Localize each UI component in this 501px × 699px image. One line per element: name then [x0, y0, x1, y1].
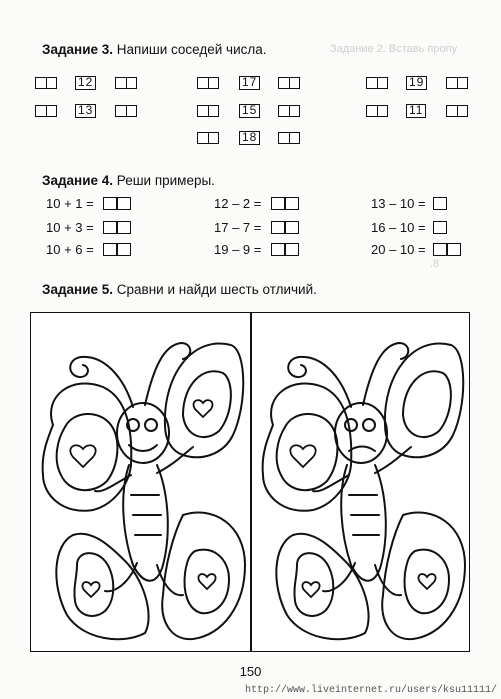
- task5-label: Задание 5.: [42, 282, 114, 297]
- task3-heading: [42, 42, 267, 57]
- answer-box[interactable]: [284, 221, 286, 234]
- neighbor-number: 19: [409, 75, 425, 89]
- answer-box[interactable]: [126, 105, 137, 117]
- example: 16 – 10 =: [371, 220, 426, 235]
- answer-box[interactable]: [116, 197, 118, 210]
- number-box: [406, 104, 426, 118]
- answer-box[interactable]: [116, 221, 118, 234]
- watermark-url: http://www.liveinternet.ru/users/ksu11111/: [244, 685, 497, 696]
- example: 13 – 10 =: [371, 196, 426, 211]
- example: 17 – 7 =: [214, 220, 262, 235]
- example: 12 – 2 =: [214, 196, 262, 211]
- answer-box[interactable]: [126, 77, 137, 89]
- number-box: [406, 76, 427, 90]
- neighbor-number: 15: [242, 103, 258, 117]
- neighbor-number: 17: [242, 75, 258, 89]
- answer-box[interactable]: [116, 243, 118, 256]
- answer-box[interactable]: [208, 105, 219, 117]
- number-box: [75, 76, 96, 90]
- example: 10 + 1 =: [46, 196, 94, 211]
- neighbor-number: 13: [78, 103, 94, 117]
- answer-box[interactable]: [208, 132, 219, 144]
- task5-heading: [42, 282, 317, 297]
- number-box: [239, 131, 260, 145]
- answer-box[interactable]: [289, 105, 300, 117]
- frame-divider: [250, 313, 252, 651]
- answer-box[interactable]: [289, 77, 300, 89]
- answer-box[interactable]: [289, 132, 300, 144]
- answer-box[interactable]: [208, 77, 219, 89]
- answer-box[interactable]: [377, 105, 388, 117]
- number-box: [239, 104, 260, 118]
- answer-box[interactable]: [284, 243, 286, 256]
- answer-box[interactable]: [46, 105, 57, 117]
- task4-label: Задание 4.: [42, 173, 114, 188]
- bleed-through-text: Задание 2. Вставь пропу: [330, 43, 458, 55]
- bleed-through-text: .8: [430, 258, 440, 270]
- example: 10 + 3 =: [46, 220, 94, 235]
- neighbor-number: 18: [242, 130, 258, 144]
- answer-box[interactable]: [284, 197, 286, 210]
- butterfly-illustration-right[interactable]: [253, 315, 468, 649]
- page-number: 150: [239, 664, 262, 679]
- task5-text: Сравни и найди шесть отличий.: [116, 282, 317, 297]
- task4-text: Реши примеры.: [116, 173, 215, 188]
- example: 10 + 6 =: [46, 242, 94, 257]
- neighbor-number: 12: [78, 75, 94, 89]
- task3-label: Задание 3.: [42, 42, 114, 57]
- answer-box[interactable]: [433, 197, 447, 210]
- answer-box[interactable]: [457, 77, 468, 89]
- task4-heading: [42, 173, 215, 188]
- answer-box[interactable]: [457, 105, 468, 117]
- task3-text: Напиши соседей числа.: [116, 42, 267, 57]
- answer-box[interactable]: [433, 221, 447, 234]
- neighbor-number: 11: [409, 103, 424, 117]
- answer-box[interactable]: [46, 77, 57, 89]
- butterfly-illustration-left[interactable]: [33, 315, 248, 649]
- number-box: [75, 104, 96, 118]
- answer-box[interactable]: [377, 77, 388, 89]
- example: 20 – 10 =: [371, 242, 426, 257]
- example: 19 – 9 =: [214, 242, 262, 257]
- answer-box[interactable]: [446, 243, 448, 256]
- spot-the-difference-frame: [30, 312, 470, 652]
- number-box: [239, 76, 260, 90]
